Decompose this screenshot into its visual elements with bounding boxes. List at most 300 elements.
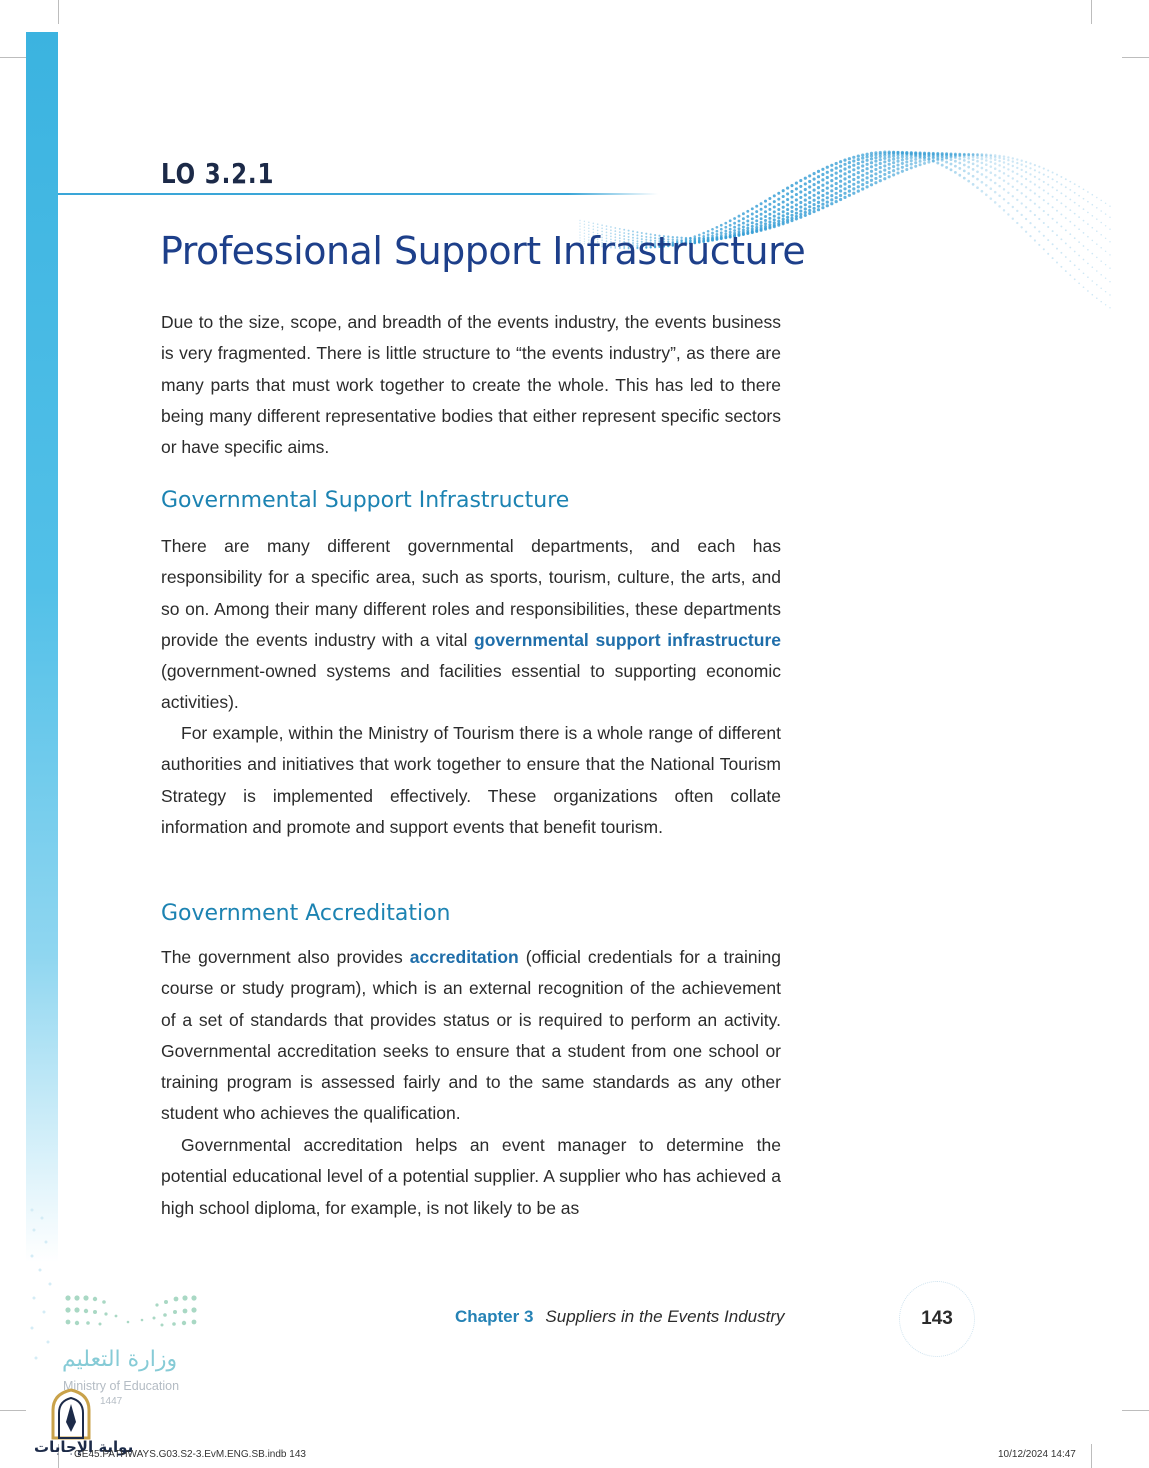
wave-dot [950, 158, 953, 161]
wave-dot [1012, 165, 1014, 167]
wave-dot [1065, 178, 1067, 180]
wave-dot [945, 154, 948, 157]
wave-dot [923, 156, 926, 159]
wave-dot [879, 162, 882, 165]
wave-dot [910, 166, 913, 169]
wave-dot [1100, 210, 1102, 212]
wave-dot [751, 217, 754, 220]
wave-dot [764, 215, 767, 218]
wave-dot [790, 217, 793, 220]
wave-dot [994, 191, 997, 194]
wave-dot [768, 208, 771, 211]
page-number-circle [899, 1281, 975, 1357]
wave-dot [1065, 186, 1067, 188]
wave-dot [821, 203, 824, 206]
wave-dot [932, 156, 935, 159]
wave-dot [813, 183, 816, 186]
wave-dot [1069, 209, 1071, 211]
wave-dot [584, 224, 585, 225]
wave-dot [954, 160, 957, 163]
wave-dot [821, 189, 824, 192]
wave-dot [817, 208, 820, 211]
wave-dot [1012, 195, 1014, 197]
page-title: Professional Support Infrastructure [160, 229, 806, 273]
wave-dot [760, 202, 763, 205]
wave-dot [768, 217, 771, 220]
wave-dot [888, 167, 891, 170]
wave-dot [1016, 173, 1018, 175]
wave-dot [795, 193, 798, 196]
wave-dot [839, 180, 842, 183]
wave-dot [883, 173, 886, 176]
wave-dot [1069, 199, 1071, 201]
wave-dot [1047, 239, 1049, 241]
wave-dot [994, 167, 997, 170]
wave-dot [835, 172, 838, 175]
wave-dot [821, 173, 824, 176]
wave-dot [905, 152, 908, 155]
wave-dot [843, 192, 846, 195]
wave-dot [817, 181, 820, 184]
wave-dot [1029, 181, 1031, 183]
wave-dot [1034, 169, 1036, 171]
wave-dot [1029, 222, 1031, 224]
wave-dot [848, 170, 851, 173]
wave-dot [861, 164, 864, 167]
ministry-name-english: Ministry of Education [63, 1379, 180, 1393]
wave-dot [1087, 290, 1089, 292]
wave-dot [843, 196, 846, 199]
wave-dot [914, 165, 917, 168]
wave-dot [910, 163, 913, 166]
wave-dot [972, 183, 975, 186]
wave-dot [755, 205, 758, 208]
wave-dot [826, 171, 829, 174]
wave-dot [1096, 207, 1098, 209]
wave-dot [857, 162, 860, 165]
wave-dot [1043, 248, 1045, 250]
wave-dot [751, 221, 754, 224]
wave-dot [799, 216, 802, 219]
wave-dot [817, 205, 820, 208]
wave-dot [901, 166, 904, 169]
wave-dot [985, 163, 988, 166]
wave-dot [1021, 169, 1023, 171]
wave-dot [597, 223, 599, 225]
wave-dot [799, 185, 802, 188]
wave-dot [830, 189, 833, 192]
wave-dot [1105, 225, 1106, 226]
wave-dot [879, 179, 882, 182]
wave-dot [821, 206, 824, 209]
wave-dot [1109, 254, 1110, 255]
accreditation-paragraph [161, 942, 781, 1130]
wave-dot [795, 198, 798, 201]
wave-dot [579, 223, 580, 224]
wave-dot [821, 168, 824, 171]
wave-dot [848, 165, 851, 168]
wave-dot [866, 172, 869, 175]
wave-dot [1100, 200, 1102, 202]
wave-dot [839, 194, 842, 197]
wave-dot [1029, 167, 1031, 169]
wave-dot [1060, 266, 1062, 268]
wave-dot [1025, 178, 1027, 180]
wave-dot [835, 200, 838, 203]
wave-dot [738, 220, 741, 223]
wave-dot [1078, 255, 1080, 257]
wave-dot [852, 178, 855, 181]
wave-dot [777, 203, 780, 206]
wave-dot [1003, 198, 1005, 200]
wave-dot [813, 172, 816, 175]
paragraph-text: (official credentials for a training course or study program), which is an external recognition of the achievement of a set of standards that provides status or is required to perform an activity. Governmental accreditation seeks to ensure that a student from one school or training program is assessed fairly and to the same standards as any other student who achieves the qualification. [161, 947, 781, 1124]
wave-dot [879, 151, 882, 154]
wave-dot [848, 175, 851, 178]
wave-dot [738, 224, 741, 227]
wave-dot [1083, 259, 1085, 261]
wave-dot [1074, 202, 1076, 204]
wave-dot [826, 196, 829, 199]
wave-dot [927, 155, 930, 158]
wave-dot [958, 158, 961, 161]
wave-dot [905, 157, 908, 160]
wave-dot [1012, 160, 1014, 162]
section-heading-governmental-support: Governmental Support Infrastructure [161, 488, 570, 513]
wave-dot [998, 177, 1001, 180]
wave-dot [1105, 251, 1106, 252]
dotted-wave-decoration [560, 108, 1120, 338]
wave-dot [998, 185, 1001, 188]
wave-dot [1052, 206, 1054, 208]
governmental-support-paragraph [161, 531, 781, 719]
wave-dot [990, 171, 993, 174]
wave-dot [843, 172, 846, 175]
wave-dot [804, 199, 807, 202]
wave-dot [782, 218, 785, 221]
footer-chapter-label [455, 1307, 785, 1327]
wave-dot [883, 164, 886, 167]
wave-dot [786, 187, 789, 190]
wave-dot [1060, 252, 1062, 254]
wave-dot [990, 187, 993, 190]
wave-dot [963, 156, 966, 159]
side-color-bar [26, 32, 58, 1262]
paragraph-text: (government-owned systems and facilities essential to supporting economic activities). [161, 661, 781, 713]
wave-dot [830, 164, 833, 167]
wave-dot [870, 161, 873, 164]
wave-dot [1021, 226, 1023, 228]
wave-dot [751, 207, 754, 210]
wave-dot [1047, 203, 1049, 205]
wave-dot [998, 160, 1001, 163]
wave-dot [804, 211, 807, 214]
wave-dot [813, 203, 816, 206]
wave-dot [1100, 222, 1102, 224]
wave-dot [1065, 242, 1067, 244]
wave-dot [821, 199, 824, 202]
wave-dot [742, 217, 745, 220]
wave-dot [1109, 206, 1110, 207]
wave-dot [1038, 171, 1040, 173]
wave-dot [1016, 162, 1018, 164]
wave-dot [870, 179, 873, 182]
wave-dot [998, 164, 1001, 167]
wave-dot [848, 161, 851, 164]
wave-dot [839, 198, 842, 201]
wave-dot [795, 182, 798, 185]
wave-dot [1034, 226, 1036, 228]
wave-dot [1007, 202, 1009, 204]
wave-dot [843, 182, 846, 185]
wave-dot [1078, 205, 1080, 207]
wave-dot [1047, 176, 1049, 178]
wave-dot [1096, 197, 1098, 199]
wave-dot [936, 162, 939, 165]
wave-dot [1007, 168, 1009, 170]
wave-dot [892, 165, 895, 168]
wave-dot [985, 159, 988, 162]
wave-dot [972, 155, 975, 158]
wave-dot [874, 177, 877, 180]
wave-dot [981, 155, 984, 158]
wave-dot [1083, 208, 1085, 210]
crop-mark [0, 1410, 26, 1411]
wave-dot [914, 154, 917, 157]
wave-dot [874, 164, 877, 167]
wave-dot [1025, 171, 1027, 173]
wave-dot [967, 161, 970, 164]
wave-dot [927, 158, 930, 161]
wave-dot [888, 175, 891, 178]
wave-dot [1021, 214, 1023, 216]
wave-dot [733, 217, 736, 220]
wave-dot [804, 188, 807, 191]
wave-dot [782, 189, 785, 192]
wave-dot [857, 185, 860, 188]
wave-dot [1087, 276, 1089, 278]
wave-dot [782, 214, 785, 217]
wave-dot [1109, 281, 1110, 282]
wave-dot [896, 160, 899, 163]
wave-dot [835, 162, 838, 165]
wave-dot [751, 213, 754, 216]
wave-dot [843, 167, 846, 170]
wave-dot [1092, 280, 1094, 282]
wave-dot [1012, 157, 1014, 159]
wave-dot [1047, 214, 1049, 216]
wave-dot [1052, 230, 1054, 232]
wave-dot [852, 159, 855, 162]
ministry-name-arabic: وزارة التعليم [62, 1347, 178, 1372]
wave-dot [857, 155, 860, 158]
wave-dot [773, 194, 776, 197]
wave-dot [843, 187, 846, 190]
wave-dot [813, 178, 816, 181]
ministry-year: 1447 [100, 1396, 123, 1407]
wave-dot [998, 205, 1001, 208]
wave-dot [1034, 214, 1036, 216]
wave-dot [892, 161, 895, 164]
wave-dot [1065, 270, 1067, 272]
wave-dot [883, 177, 886, 180]
wave-dot [1060, 213, 1062, 215]
wave-dot [804, 203, 807, 206]
wave-dot [941, 155, 944, 158]
wave-dot [1074, 225, 1076, 227]
wave-dot [1043, 210, 1045, 212]
wave-dot [1060, 225, 1062, 227]
wave-dot [821, 178, 824, 181]
wave-dot [879, 170, 882, 173]
wave-dot [826, 204, 829, 207]
wave-dot [1109, 307, 1110, 308]
wave-dot [1007, 159, 1009, 161]
wave-dot [861, 183, 864, 186]
wave-dot [808, 212, 811, 215]
wave-dot [1060, 176, 1062, 178]
wave-dot [813, 194, 816, 197]
wave-dot [777, 220, 780, 223]
wave-dot [1025, 218, 1027, 220]
wave-dot [1052, 257, 1054, 259]
wave-dot [852, 156, 855, 159]
wave-dot [1021, 164, 1023, 166]
wave-dot [1078, 186, 1080, 188]
wave-dot [958, 174, 961, 177]
wave-dot [817, 186, 820, 189]
wave-dot [981, 158, 984, 161]
wave-dot [839, 189, 842, 192]
wave-dot [839, 175, 842, 178]
wave-dot [768, 213, 771, 216]
wave-dot [1021, 183, 1023, 185]
wave-dot [755, 215, 758, 218]
wave-dot [768, 220, 771, 223]
wave-dot [593, 226, 595, 228]
wave-dot [896, 163, 899, 166]
wave-dot [950, 163, 953, 166]
wave-dot [994, 201, 997, 204]
wave-dot [883, 151, 886, 154]
wave-dot [786, 216, 789, 219]
wave-dot [755, 223, 758, 226]
wave-dot [888, 159, 891, 162]
wave-dot [857, 176, 860, 179]
wave-dot [782, 210, 785, 213]
wave-dot [1087, 201, 1089, 203]
wave-dot [804, 193, 807, 196]
wave-dot [950, 168, 953, 171]
wave-dot [1038, 166, 1040, 168]
wave-dot [1029, 162, 1031, 164]
wave-dot [1078, 228, 1080, 230]
wave-dot [1034, 203, 1036, 205]
wave-dot [1060, 184, 1062, 186]
wave-dot [830, 169, 833, 172]
wave-dot [1016, 158, 1018, 160]
wave-dot [954, 165, 957, 168]
wave-dot [720, 224, 723, 227]
wave-dot [861, 178, 864, 181]
wave-dot [764, 219, 767, 222]
wave-dot [830, 198, 833, 201]
wave-dot [782, 206, 785, 209]
wave-dot [1074, 264, 1076, 266]
wave-dot [1047, 169, 1049, 171]
wave-dot [835, 187, 838, 190]
crop-mark [1091, 1444, 1092, 1468]
wave-dot [808, 205, 811, 208]
wave-dot [804, 207, 807, 210]
wave-dot [1065, 256, 1067, 258]
wave-dot [1029, 210, 1031, 212]
wave-dot [1069, 221, 1071, 223]
wave-dot [994, 182, 997, 185]
wave-dot [861, 187, 864, 190]
wave-dot [852, 183, 855, 186]
wave-dot [1038, 178, 1040, 180]
wave-dot [826, 187, 829, 190]
wave-dot [808, 201, 811, 204]
wave-dot [760, 213, 763, 216]
crop-mark [0, 57, 26, 58]
wave-dot [1100, 247, 1102, 249]
wave-dot [1096, 243, 1098, 245]
wave-dot [848, 180, 851, 183]
wave-dot [981, 162, 984, 165]
wave-dot [1016, 189, 1018, 191]
wave-dot [1056, 189, 1058, 191]
wave-dot [892, 169, 895, 172]
wave-dot [786, 219, 789, 222]
wave-dot [1109, 229, 1110, 230]
wave-dot [852, 192, 855, 195]
wave-dot [879, 158, 882, 161]
wave-dot [1038, 231, 1040, 233]
wave-dot [1007, 163, 1009, 165]
wave-dot [826, 176, 829, 179]
wave-dot [870, 170, 873, 173]
wave-dot [786, 198, 789, 201]
wave-dot [1021, 175, 1023, 177]
wave-dot [981, 190, 984, 193]
wave-dot [976, 170, 979, 173]
wave-dot [1021, 160, 1023, 162]
wave-dot [777, 192, 780, 195]
wave-dot [1056, 174, 1058, 176]
wave-dot [972, 168, 975, 171]
wave-dot [998, 157, 1001, 160]
wave-dot [782, 195, 785, 198]
wave-dot [990, 157, 993, 160]
wave-dot [1078, 216, 1080, 218]
wave-dot [994, 174, 997, 177]
wave-dot [976, 160, 979, 163]
wave-dot [729, 219, 732, 222]
wave-dot [976, 156, 979, 159]
wave-dot [1109, 294, 1110, 295]
crop-mark [1122, 57, 1149, 58]
wave-dot [746, 210, 749, 213]
chapter-title: Suppliers in the Events Industry [545, 1307, 785, 1326]
wave-dot [777, 198, 780, 201]
wave-dot [588, 222, 590, 224]
wave-dot [1096, 284, 1098, 286]
wave-dot [1105, 203, 1106, 204]
wave-dot [606, 225, 608, 227]
wave-dot [1052, 178, 1054, 180]
